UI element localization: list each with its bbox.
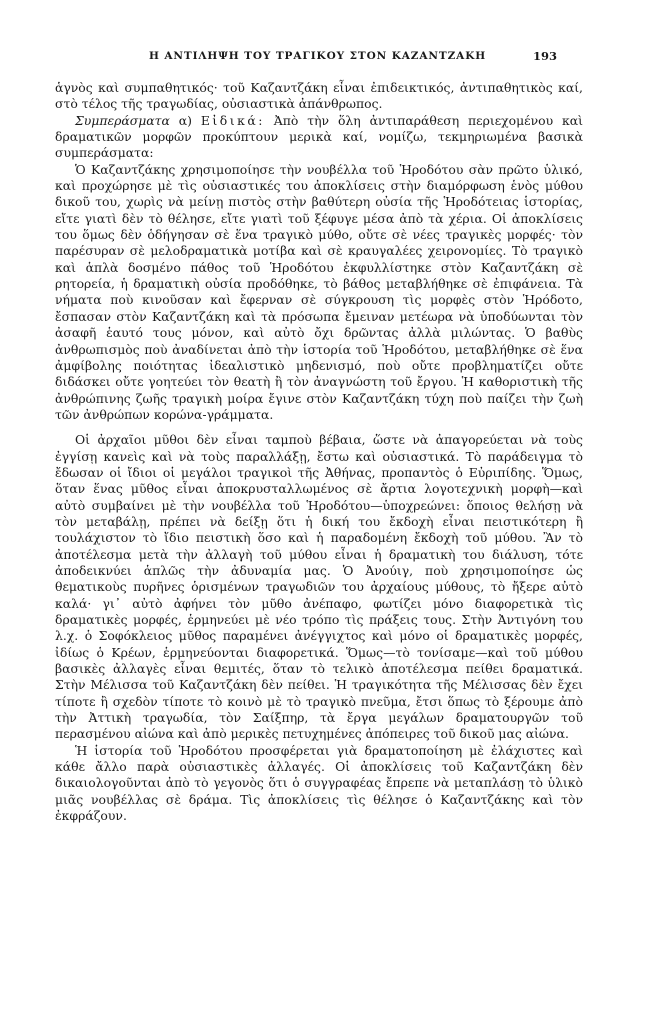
paragraph-3: Ὁ Καζαντζάκης χρησιμοποίησε τὴν νουβέλλα τοῦ Ἡροδότου σὰν πρῶτο ὑλικό, καὶ προχώρησε μὲ τὶς οὐσιαστικές του ἀποκλίσεις στὴν διαμόρφωση ἑνὸς μύθου δικοῦ του, χωρὶς νὰ μείνῃ πιστὸς στὴν βαθύτερη οὐσία τῆς Ἡροδότειας ἱστορίας, εἴτε γιατὶ δὲν τὸ θέλησε, εἴτε γιατὶ τοῦ ξέφυγε μέσα ἀπὸ τὰ χέρια. Οἱ ἀποκλίσεις του ὅμως δὲν ὁδήγησαν σὲ ἕνα τραγικὸ μύθο, οὔτε σὲ νέες τραγικὲς μορφές· τὸν παρέσυραν σὲ μελοδραματικὰ μοτίβα καὶ σὲ κραυγαλέες χειρονομίες. Τὸ τραγικὸ καὶ ἁπλὰ δοσμένο πάθος τοῦ Ἡροδότου ἐκφυλλίστηκε στὸν Καζαντζάκη σὲ ρητορεία, ἡ δραματικὴ οὐσία προδόθηκε, τὸ βάθος μεταβλήθηκε σὲ ἐπιφάνεια. Τὰ νήματα ποὺ κινοῦσαν καὶ ἔφερναν σὲ σύγκρουση τὶς μορφὲς στὸν Ἡρόδοτο, ἔσπασαν στὸν Καζαντζάκη καὶ τὰ πρόσωπα ἔμειναν μετέωρα νὰ ὑποδύωνται τὸν ἀσαφῆ ἑαυτό τους μόνον, καὶ αὐτὸ ὄχι δρῶντας ἀλλὰ μιλώντας. Ὁ βαθὺς ἀνθρωπισμὸς ποὺ ἀναδίνεται ἀπὸ τὴν ἱστορία τοῦ Ἡροδότου, μεταβλήθηκε σὲ ἕνα ἀμφίβολης ποιότητας ἰδεαλιστικὸ μηδενισμό, ποὺ οὔτε προβληματίζει οὔτε διδάσκει οὔτε γοητεύει τὸν θεατὴ ἢ τὸν ἀναγνώστη τοῦ ἔργου. Ἡ καθοριστικὴ τῆς ἀνθρώπινης ζωῆς τραγικὴ μοίρα ἔγινε στὸν Καζαντζάκη τύχη ποὺ παίζει τὴν ζωὴ τῶν ἀνθρώπων κορώνα-γράμματα. [55, 161, 583, 422]
paragraph-2-text: Ἀπὸ τὴν ὅλη ἀντιπαράθεση περιεχομένου καὶ δραματικῶν μορφῶν προκύπτουν μερικὰ καί, νομίζω, τεκμηριωμένα βασικὰ συμπεράσματα: [55, 112, 583, 161]
list-marker: α) [169, 112, 201, 128]
paragraph-5: Ἡ ἱστορία τοῦ Ἡροδότου προσφέρεται γιὰ δραματοποίηση μὲ ἐλάχιστες καὶ κάθε ἄλλο παρὰ οὐσιαστικὲς ἀλλαγές. Οἱ ἀποκλίσεις τοῦ Καζαντζάκη δὲν δικαιολογοῦνται ἀπὸ τὸ γεγονὸς ὅτι ὁ συγγραφέας ἔπρεπε νὰ μεταπλάσῃ τὸ ὑλικὸ μιᾶς νουβέλλας σὲ δράμα. Τὶς ἀποκλίσεις τὶς θέλησε ὁ Καζαντζάκης καὶ τὸν ἐκφράζουν. [55, 742, 583, 824]
page-number: 193 [532, 49, 557, 63]
body-text [55, 80, 583, 824]
specific-label: Εἰδικά: [200, 112, 265, 128]
paragraph-4: Οἱ ἀρχαῖοι μῦθοι δὲν εἶναι ταμποὺ βέβαια, ὥστε νὰ ἀπαγορεύεται νὰ τοὺς ἐγγίσῃ κανεὶς καὶ νὰ τοὺς παραλλάξῃ, ἔστω καὶ οὐσιαστικά. Τὸ παράδειγμα τὸ ἔδωσαν οἱ ἴδιοι οἱ μεγάλοι τραγικοὶ τῆς Ἀθήνας, προπαντὸς ὁ Εὐριπίδης. Ὅμως, ὅταν ἕνας μῦθος εἶναι ἀποκρυσταλλωμένος σὲ ἄρτια λογοτεχνικὴ μορφὴ—καὶ αὐτὸ συμβαίνει μὲ τὴν νουβέλλα τοῦ Ἡροδότου—ὑποχρεώνει: ὅποιος θελήσῃ νὰ τὸν μεταβάλῃ, πρέπει νὰ δείξῃ ὅτι ἡ δική του ἔκδοχὴ εἶναι πειστικότερη ἢ τουλάχιστον τὸ ἴδιο πειστικὴ ὅσο καὶ ἡ παραδομένη ἔκδοχὴ τοῦ μύθου. Ἂν τὸ ἀποτέλεσμα μετὰ τὴν ἀλλαγὴ τοῦ μύθου εἶναι ἡ δραματικὴ του διάλυση, τότε ἀποδεικνύει ἁπλῶς τὴν ἀδυναμία μας. Ὁ Ἀνούιγ, ποὺ χρησιμοποίησε ὡς θεματικοὺς πυρῆνες ὁρισμένων τραγωδιῶν του ἀρχαίους μύθους, τὸ ἤξερε αὐτὸ καλά· γι᾽ αὐτὸ ἀφήνει τὸν μῦθο ἀνέπαφο, φωτίζει μόνο διαφορετικὰ τὶς δραματικὲς μορφές, ἑρμηνεύει μὲ νέο τρόπο τὶς πράξεις τους. Στὴν Ἀντιγόνη του λ.χ. ὁ Σοφόκλειος μῦθος παραμένει ἀνέγγιχτος καὶ μόνο οἱ δραματικὲς μορφές, ἰδίως ὁ Κρέων, ἑρμηνεύονται διαφορετικά. Ὅμως—τὸ τονίσαμε—καὶ τοῦ μύθου βασικὲς ἀλλαγὲς εἶναι θεμιτές, ὅταν τὸ τελικὸ ἀποτέλεσμα πείθει δραματικά. Στὴν Μέλισσα τοῦ Καζαντζάκη δὲν πείθει. Ἡ τραγικότητα τῆς Μέλισσας δὲν ἔχει τίποτε ἢ σχεδὸν τίποτε τὸ κοινὸ μὲ τὸ τραγικὸ πνεῦμα, ἔτσι ὅπως τὸ ξέρουμε ἀπὸ τὴν Ἀττικὴ τραγωδία, τὸν Σαίξπηρ, τὰ ἔργα μεγάλων δραματουργῶν τοῦ περασμένου αἰώνα καὶ ἀπὸ μερικὲς πετυχημένες ἀπόπειρες τοῦ δικοῦ μας αἰώνα. [55, 432, 583, 742]
paragraph-1: ἁγνὸς καὶ συμπαθητικός· τοῦ Καζαντζάκη εἶναι ἐπιδεικτικός, ἀντιπαθητικὸς καί, στὸ τέλος τῆς τραγωδίας, οὐσιαστικὰ ἀπάνθρωπος. [55, 80, 583, 112]
paragraph-2 [55, 113, 583, 162]
conclusions-label: Συμπεράσματα [75, 112, 170, 128]
running-title: Η ΑΝΤΙΛΗΨΗ ΤΟΥ ΤΡΑΓΙΚΟΥ ΣΤΟΝ ΚΑΖΑΝΤΖΑΚΗ [148, 50, 487, 62]
